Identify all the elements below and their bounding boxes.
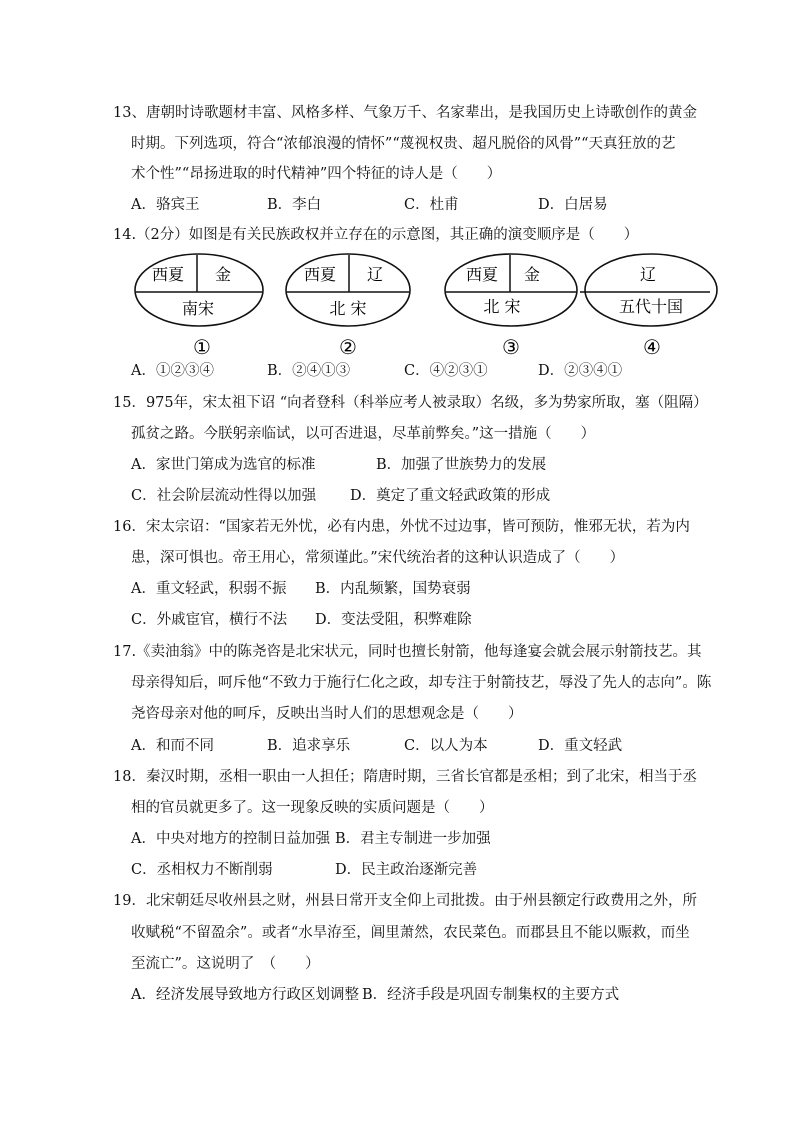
- figure-2-bottom: 北 宋: [329, 299, 367, 318]
- q18-option-a: A．中央对地方的控制日益加强: [131, 831, 330, 847]
- q16-option-d: D．变法受阻，积弊难除: [315, 612, 472, 628]
- q16-option-b: B．内乱频繁，国势衰弱: [315, 581, 471, 597]
- q14-diagram: [128, 250, 684, 360]
- q14-option-c: C．④②③①: [404, 363, 488, 379]
- q16-option-a: A．重文轻武，积弱不振: [131, 581, 287, 597]
- q13-stem-line1: 13、唐朝时诗歌题材丰富、风格多样、气象万千、名家辈出，是我国历史上诗歌创作的黄金: [113, 105, 697, 121]
- figure-3-top-right: 金: [523, 265, 541, 284]
- figure-4-bottom: 五代十国: [618, 297, 684, 316]
- q17-option-b: B．追求享乐: [267, 738, 351, 754]
- q19-option-a: A．经济发展导致地方行政区划调整: [131, 987, 359, 1003]
- q15-stem-line1: 15．975年，宋太祖下诏 “向者登科（科举应考人被录取）名级，多为势家所取，塞（阻隔）: [113, 395, 708, 411]
- q17-stem-line3: 尧咨母亲对他的呵斥，反映出当时人们的思想观念是（ ）: [131, 706, 523, 722]
- q17-option-c: C．以人为本: [404, 738, 488, 754]
- q17-stem-line2: 母亲得知后，呵斥他“不致力于施行仁化之政，却专注于射箭技艺，辱没了先人的志向”。陈: [131, 675, 712, 691]
- q17-option-a: A．和而不同: [131, 738, 214, 754]
- figure-4-top: 辽: [639, 265, 657, 284]
- figure-2-top-right: 辽: [366, 265, 384, 284]
- q19-option-b: B．经济手段是巩固专制集权的主要方式: [362, 987, 620, 1003]
- q14-option-a: A．①②③④: [131, 363, 214, 379]
- q14-figure-3: [445, 254, 577, 359]
- q18-stem-line1: 18．秦汉时期，丞相一职由一人担任；隋唐时期，三省长官都是丞相；到了北宋，相当于丞: [113, 769, 697, 785]
- q14-option-b: B．②④①③: [267, 363, 351, 379]
- q18-option-c: C．丞相权力不断削弱: [131, 862, 273, 878]
- figure-1-top-right: 金: [214, 265, 232, 284]
- q13-option-d: D．白居易: [538, 197, 608, 213]
- q16-stem-line2: 患，深可惧也。帝王用心，常须谨此。”宋代统治者的这种认识造成了（ ）: [131, 550, 625, 566]
- q15-option-b: B．加强了世族势力的发展: [376, 457, 547, 473]
- q17-option-d: D．重文轻武: [538, 738, 623, 754]
- q14-figure-2: [286, 254, 410, 359]
- figure-3-bottom: 北 宋: [483, 297, 521, 316]
- q18-option-d: D．民主政治逐渐完善: [335, 862, 478, 878]
- q17-stem-line1: 17.《卖油翁》中的陈尧咨是北宋状元，同时也擅长射箭，他每逢宴会就会展示射箭技艺。其: [113, 644, 702, 660]
- q13-stem-line3: 术个性”“昂扬进取的时代精神”四个特征的诗人是（ ）: [131, 166, 502, 182]
- q13-stem-line2: 时期。下列选项，符合“浓郁浪漫的情怀”“蔑视权贵、超凡脱俗的风骨”“天真狂放的艺: [131, 136, 676, 152]
- q15-stem-line2: 孤贫之路。今朕躬亲临试，以可否进退，尽革前弊矣。”这一措施（ ）: [131, 426, 596, 442]
- q19-stem-line1: 19．北宋朝廷尽收州县之财，州县日常开支全仰上司批拨。由于州县额定行政费用之外，所: [113, 893, 697, 909]
- q14-stem: 14.（2分）如图是有关民族政权并立存在的示意图，其正确的演变顺序是（ ）: [113, 227, 639, 243]
- q13-option-a: A．骆宾王: [131, 197, 200, 213]
- q15-option-a: A．家世门第成为选官的标准: [131, 457, 316, 473]
- q15-option-c: C．社会阶层流动性得以加强: [131, 488, 317, 504]
- q16-stem-line1: 16．宋太宗诏：“国家若无外忧，必有内患，外忧不过边事，皆可预防，惟邪无状，若为内: [113, 519, 690, 535]
- q14-figure-1: [135, 254, 263, 359]
- q14-option-d: D．②③④①: [538, 363, 623, 379]
- figure-3-number: ③: [502, 335, 520, 359]
- figure-3-top-left: 西夏: [465, 265, 499, 284]
- q16-option-c: C．外戚宦官，横行不法: [131, 612, 288, 628]
- q19-stem-line2: 收赋税“不留盈余”。或者“水旱洊至，阊里萧然，农民菜色。而郡县且不能以赈救，而坐: [131, 925, 690, 941]
- q13-option-b: B．李白: [267, 197, 322, 213]
- q18-option-b: B．君主专制进一步加强: [335, 831, 491, 847]
- q19-stem-line3: 至流亡”。这说明了 （ ）: [131, 956, 320, 972]
- figure-2-top-left: 西夏: [303, 265, 337, 284]
- figure-1-bottom: 南宋: [181, 299, 215, 318]
- figure-1-top-left: 西夏: [151, 265, 185, 284]
- figure-4-number: ④: [643, 335, 661, 359]
- q13-option-c: C．杜甫: [404, 197, 459, 213]
- q15-option-d: D．奠定了重文轻武政策的形成: [350, 488, 551, 504]
- q18-stem-line2: 相的官员就更多了。这一现象反映的实质问题是（ ）: [131, 800, 494, 816]
- figure-2-number: ②: [339, 335, 357, 359]
- q14-figure-4: [580, 254, 717, 359]
- figure-1-number: ①: [193, 335, 211, 359]
